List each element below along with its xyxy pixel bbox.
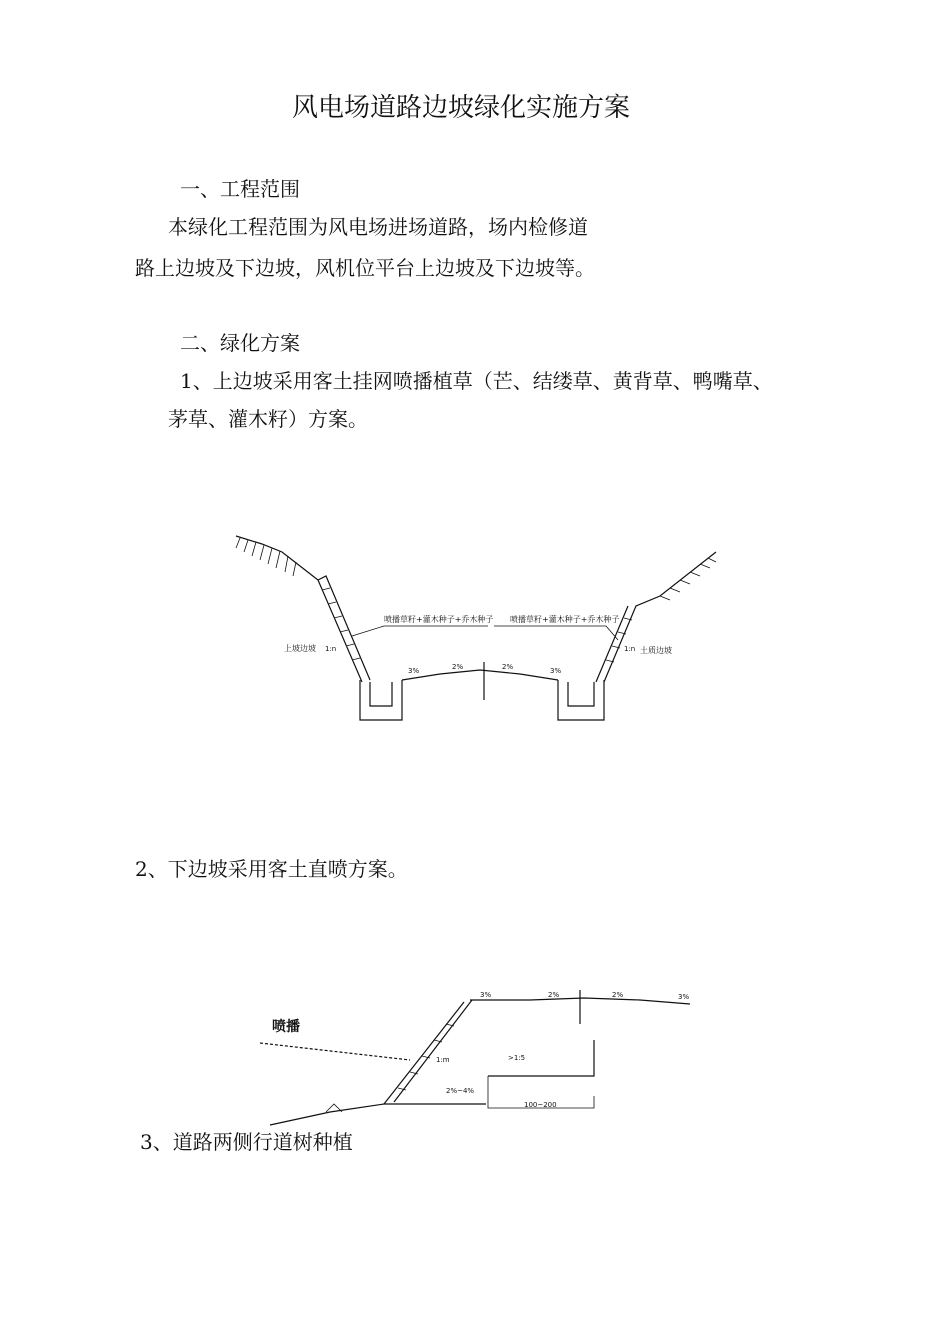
section-heading-scope: 一、工程范围 — [180, 177, 300, 201]
section-heading-plan: 二、绿化方案 — [180, 331, 300, 355]
fig1-grade-2-left: 2% — [452, 663, 464, 671]
fig1-grade-3-right: 3% — [550, 667, 562, 675]
fig2-label-ratio-min: >1:5 — [508, 1054, 526, 1062]
fig2-grade-2-right: 2% — [612, 991, 624, 999]
fig1-label-slope-left: 上坡边坡 — [284, 644, 316, 653]
page-title: 风电场道路边坡绿化实施方案 — [292, 93, 631, 123]
plan-item2: 2、下边坡采用客土直喷方案。 — [135, 857, 408, 881]
fig1-label-slope-right: 土质边坡 — [640, 646, 672, 655]
fig2-label-grade: 2%~4% — [446, 1087, 475, 1095]
plan-item1-line2: 茅草、灌木籽）方案。 — [168, 407, 368, 431]
fig1-grade-3-left: 3% — [408, 667, 420, 675]
fig2-grade-2-left: 2% — [548, 991, 560, 999]
fig1-label-ratio-left: 1:n — [325, 645, 337, 653]
fig2-label-spray: 喷播 — [272, 1019, 300, 1035]
fig1-grade-2-right: 2% — [502, 663, 514, 671]
fig2-grade-3-left: 3% — [480, 991, 492, 999]
fig2-grade-3-right: 3% — [678, 993, 690, 1001]
scope-paragraph-line1: 本绿化工程范围为风电场进场道路，场内检修道 — [168, 215, 588, 239]
fig1-label-mix-left: 喷播草籽+灌木种子+乔木种子 — [384, 615, 494, 624]
fig1-label-mix-right: 喷播草籽+灌木种子+乔木种子 — [510, 615, 620, 624]
scope-paragraph-line2: 路上边坡及下边坡，风机位平台上边坡及下边坡等。 — [135, 256, 595, 280]
fig2-label-ratio: 1:m — [436, 1056, 450, 1064]
plan-item3: 3、道路两侧行道树种植 — [140, 1130, 353, 1154]
fig2-label-width: 100~200 — [524, 1101, 557, 1109]
plan-item1-line1: 1、上边坡采用客土挂网喷播植草（芒、结缕草、黄背草、鸭嘴草、 — [180, 369, 773, 393]
fig1-label-ratio-right: 1:n — [624, 645, 636, 653]
